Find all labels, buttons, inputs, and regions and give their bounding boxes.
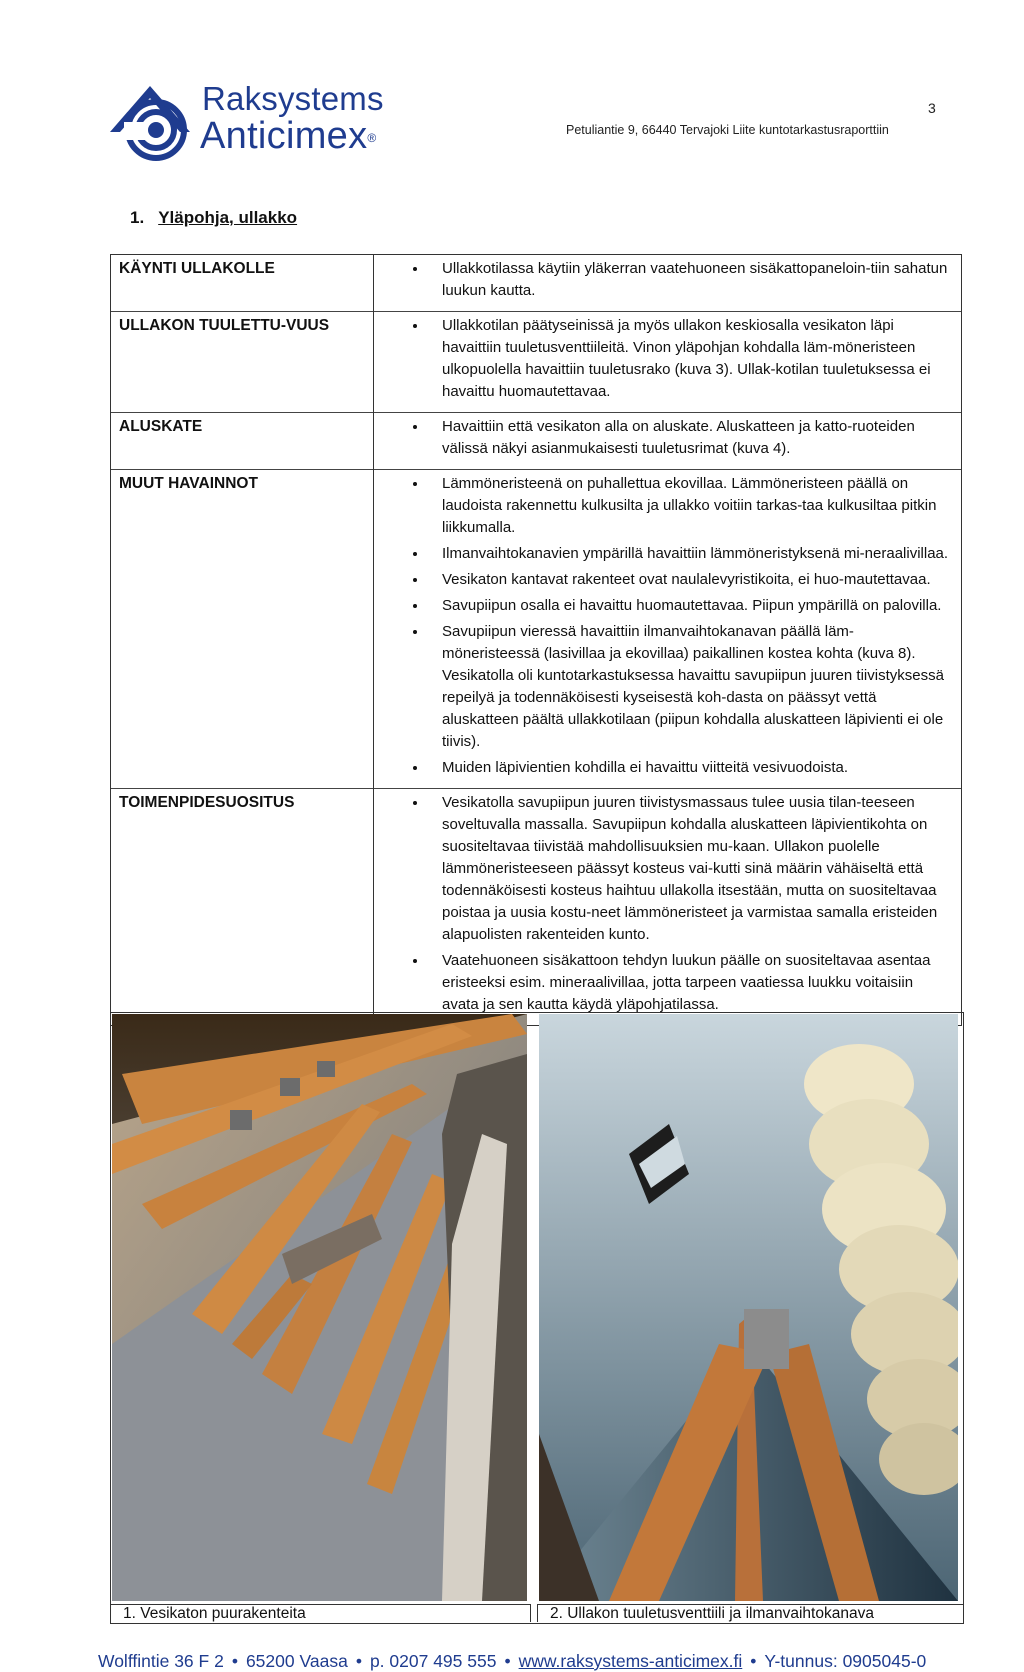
separator-dot: • xyxy=(231,1651,238,1671)
list-item: • Muiden läpivientien kohdilla ei havaittu viitteitä vesivuodoista. xyxy=(428,757,951,779)
list-item: • Havaittiin että vesikaton alla on aluskate. Aluskatteen ja katto-ruoteiden välissä näkyi asianmukaisesti tuuletusrimat (kuva 4). xyxy=(428,416,951,460)
row-label: ULLAKON TUULETTU-VUUS xyxy=(111,312,374,413)
list-item: • Vesikaton kantavat rakenteet ovat naulalevyristikoita, ei huo-mautettavaa. xyxy=(428,569,951,591)
table-row xyxy=(111,789,962,1026)
list-item: • Savupiipun osalla ei havaittu huomautettavaa. Piipun ympärillä on palovilla. xyxy=(428,595,951,617)
row-content xyxy=(374,312,962,413)
footer xyxy=(98,1651,958,1672)
row-label: KÄYNTI ULLAKOLLE xyxy=(111,255,374,312)
separator-dot: • xyxy=(355,1651,362,1671)
row-content xyxy=(374,255,962,312)
inspection-table xyxy=(110,254,962,1026)
list-item: • Savupiipun vieressä havaittiin ilmanvaihtokanavan päällä läm-möneristeessä (lasivillaa ja ekovillaa) paikallinen kostea kohta (kuva 8). Vesikatolla oli kuntotarkastuksessa havaittu savupiipun juuren tiivistyksessä repeilyä ja todennäköisesti kyseisestä koh-dasta on päässyt vettä aluskatteen päältä ullakkotilaan (piipun kohdalla aluskatteen läpivienti ei ole tiivis). xyxy=(428,621,951,753)
separator-dot: • xyxy=(504,1651,511,1671)
photo-vent-and-duct xyxy=(539,1014,958,1601)
table-row xyxy=(111,413,962,470)
list-item: • Ullakkotilassa käytiin yläkerran vaatehuoneen sisäkattopaneloin-tiin sahatun luukun kautta. xyxy=(428,258,951,302)
section-number: 1. xyxy=(130,208,145,227)
photo-panel xyxy=(110,1012,964,1624)
row-content xyxy=(374,413,962,470)
table-row xyxy=(111,312,962,413)
list-item: • Vaatehuoneen sisäkattoon tehdyn luukun päälle on suositeltavaa asentaa eristeeksi esim. mineraalivillaa, jotta tarpeen vaatiessa luukku voitaisiin avata ja sen kautta käydä yläpohjatilassa. xyxy=(428,950,951,1016)
list-item: • Ilmanvaihtokanavien ympärillä havaittiin lämmöneristyksenä mi-neraalivillaa. xyxy=(428,543,951,565)
company-logo xyxy=(104,82,404,162)
page-number: 3 xyxy=(928,100,936,116)
registered-mark: ® xyxy=(367,131,377,145)
brand-name-line2: Anticimex® xyxy=(200,115,377,157)
row-label: TOIMENPIDESUOSITUS xyxy=(111,789,374,1026)
photo-caption: 2. Ullakon tuuletusventtiili ja ilmanvaihtokanava xyxy=(537,1604,963,1622)
section-title: Yläpohja, ullakko xyxy=(158,208,298,227)
row-content xyxy=(374,470,962,789)
list-item: • Vesikatolla savupiipun juuren tiivistysmassaus tulee uusia tilan-teeseen soveltuvalla massalla. Savupiipun kohdalla aluskatteen läpivientikohta on suositeltavaa tiivistää mahdollisuuksien mu-kaan. Ullakon puolelle lämmöneristeeseen päässyt kosteus vai-kutti sinä määrin vähäiseltä että todennäköisesti kosteus haihtuu ullakolla itsestään, mutta on suositeltavaa poistaa ja uusia kostu-neet lämmöneristeet ja varmistaa samalla eristeiden alapuolisten rakenteiden kunto. xyxy=(428,792,951,946)
anticimex-logo-mark-icon xyxy=(104,82,196,162)
separator-dot: • xyxy=(750,1651,757,1671)
row-content xyxy=(374,789,962,1026)
row-label: ALUSKATE xyxy=(111,413,374,470)
footer-address: Wolffintie 36 F 2 xyxy=(98,1651,224,1671)
brand-name-line1: Raksystems xyxy=(202,80,384,117)
header-address: Petuliantie 9, 66440 Tervajoki Liite kuntotarkastusraporttiin xyxy=(566,123,889,137)
list-item: • Lämmöneristeenä on puhallettua ekovillaa. Lämmöneristeen päällä on laudoista rakennettu kulkusilta ja ullakko voitiin tarkas-taa kulkusiltaa pitkin liikkumalla. xyxy=(428,473,951,539)
footer-website-link[interactable]: www.raksystems-anticimex.fi xyxy=(518,1651,743,1671)
photo-attic-roof-structure xyxy=(112,1014,527,1601)
row-label: MUUT HAVAINNOT xyxy=(111,470,374,789)
section-heading xyxy=(130,208,297,228)
photo-caption: 1. Vesikaton puurakenteita xyxy=(111,1604,531,1622)
list-item: • Ullakkotilan päätyseinissä ja myös ullakon keskiosalla vesikaton läpi havaittiin tuuletusventtiileitä. Vinon yläpohjan kohdalla läm-möneristeen ulkopuolella havaittiin tuuletusrako (kuva 3). Ullak-kotilan tuuletuksessa ei havaittu huomautettavaa. xyxy=(428,315,951,403)
footer-phone: p. 0207 495 555 xyxy=(369,1651,497,1671)
footer-business-id: Y-tunnus: 0905045-0 xyxy=(764,1651,927,1671)
table-row xyxy=(111,255,962,312)
footer-postal: 65200 Vaasa xyxy=(245,1651,348,1671)
table-row xyxy=(111,470,962,789)
